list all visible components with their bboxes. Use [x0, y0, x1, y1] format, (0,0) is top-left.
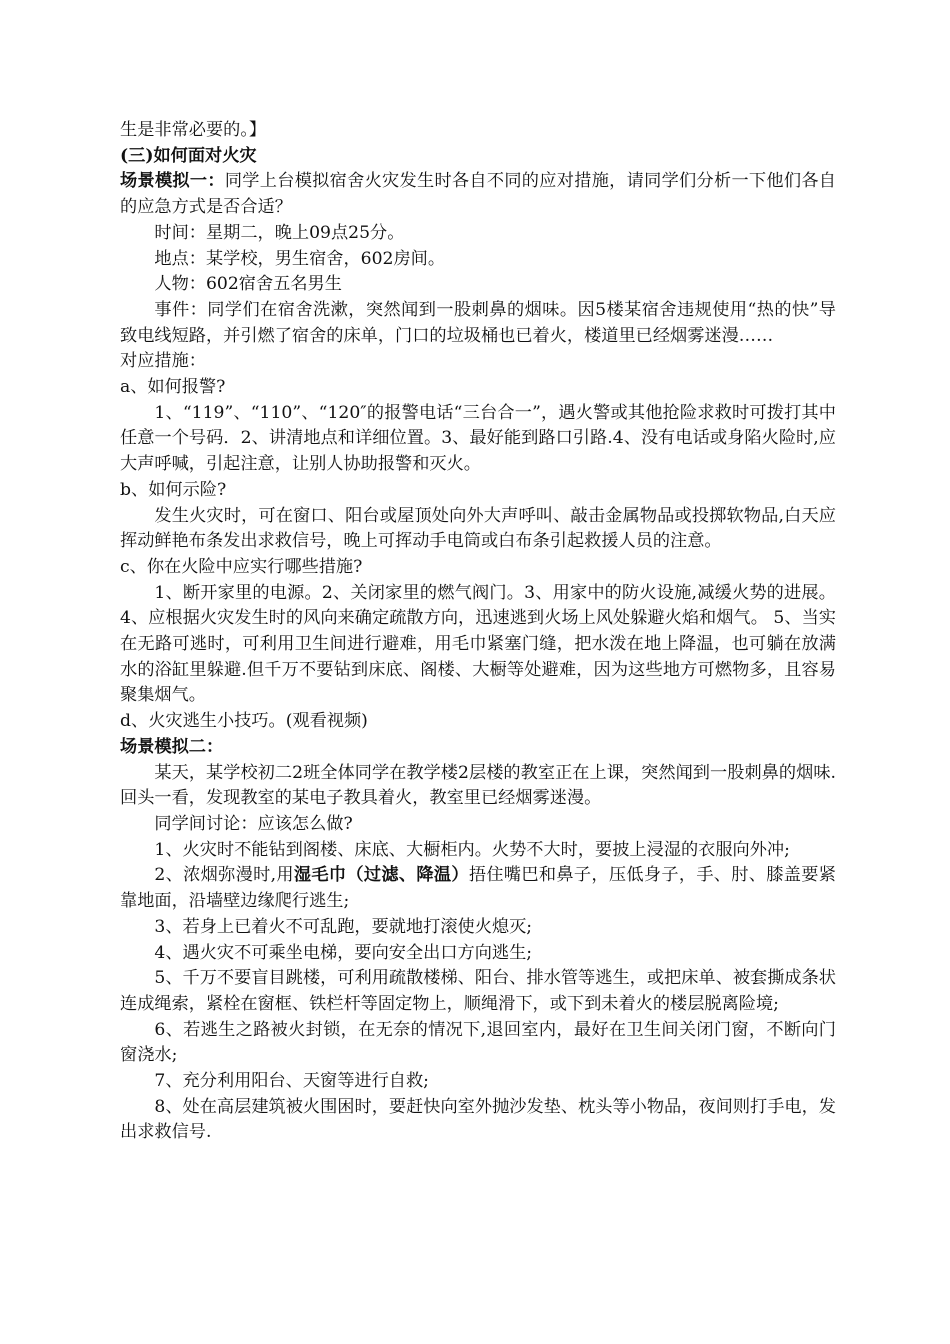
- question-a-text: 1、“119”、“110”、“120″的报警电话“三台合一”，遇火警或其他抢险求救时可拨打其中任意一个号码．2、讲清地点和详细位置。3、最好能到路口引路.4、没有电话或身陷火险时,应大声呼喊，引起注意，让别人协助报警和灭火。: [120, 402, 836, 475]
- scene2-item-1: 1、火灾时不能钻到阁楼、床底、大橱柜内。火势不大时，要披上浸湿的衣服向外冲;: [154, 839, 790, 860]
- question-c-title: c、你在火险中应实行哪些措施?: [120, 556, 363, 577]
- document-page: [120, 118, 836, 1146]
- scene1-people: 人物：602宿舍五名男生: [154, 274, 342, 295]
- scene2-item-3: 3、若身上已着火不可乱跑，要就地打滚使火熄灭;: [154, 916, 533, 937]
- section-heading: (三)如何面对火灾: [120, 145, 257, 166]
- scene2-item-2: [120, 863, 836, 914]
- scene2-item-6: 6、若逃生之路被火封锁，在无奈的情况下,退回室内，最好在卫生间关闭门窗，不断向门窗浇水;: [120, 1019, 836, 1066]
- scene1-time: 时间：星期二，晚上09点25分。: [154, 222, 405, 243]
- scene1-paragraph: [120, 169, 836, 220]
- intro-tail: 生是非常必要的。】: [120, 120, 267, 140]
- scene1-label: 场景模拟一：: [120, 171, 225, 192]
- question-b-text: 发生火灾时，可在窗口、阳台或屋顶处向外大声呼叫、敲击金属物品或投掷软物品,白天应挥动鲜艳布条发出求救信号，晚上可挥动手电筒或白布条引起救援人员的注意。: [120, 505, 836, 552]
- scene2-item-4: 4、遇火灾不可乘坐电梯，要向安全出口方向逃生;: [154, 942, 533, 963]
- question-b-title: b、如何示险?: [120, 479, 227, 500]
- scene2-text: 某天，某学校初二2班全体同学在教学楼2层楼的教室正在上课，突然闻到一股刺鼻的烟味.回头一看，发现教室的某电子教具着火，教室里已经烟雾迷漫。: [120, 762, 836, 809]
- question-d-title: d、火灾逃生小技巧。(观看视频): [120, 711, 368, 732]
- scene2-item-5: 5、千万不要盲目跳楼，可利用疏散楼梯、阳台、排水管等逃生，或把床单、被套撕成条状连成绳索，紧栓在窗框、铁栏杆等固定物上，顺绳滑下，或下到未着火的楼层脱离险境;: [120, 968, 836, 1014]
- scene1-place: 地点：某学校，男生宿舍，602房间。: [154, 248, 446, 269]
- item2-post: 捂住嘴巴和鼻子，压低身子，手、肘、膝盖要紧靠地面，沿墙壁边缘爬行逃生;: [120, 865, 836, 912]
- scene2-item-7: 7、充分利用阳台、天窗等进行自救;: [154, 1071, 429, 1092]
- measures-title: 对应措施：: [120, 351, 206, 372]
- item2-bold: 湿毛巾（过滤、降温）: [293, 865, 469, 886]
- scene2-item-8: 8、处在高层建筑被火围困时，要赶快向室外抛沙发垫、枕头等小物品，夜间则打手电，发出求救信号.: [120, 1096, 836, 1143]
- scene1-text: 同学上台模拟宿舍火灾发生时各自不同的应对措施，请同学们分析一下他们各自的应急方式是否合适？: [120, 171, 836, 218]
- scene2-discuss: 同学间讨论：应该怎么做?: [154, 813, 353, 834]
- item2-pre: 2、浓烟弥漫时,用: [154, 865, 294, 886]
- scene1-event: 事件：同学们在宿舍洗漱，突然闻到一股刺鼻的烟味。因5楼某宿舍违规使用“热的快”导致电线短路，并引燃了宿舍的床单，门口的垃圾桶也已着火，楼道里已经烟雾迷漫……: [120, 299, 836, 346]
- question-a-title: a、如何报警?: [120, 377, 226, 398]
- question-c-text: 1、断开家里的电源。2、关闭家里的燃气阀门。3、用家中的防火设施,减缓火势的进展。4、应根据火灾发生时的风向来确定疏散方向，迅速逃到火场上风处躲避火焰和烟气。 5、当实在无路可逃时，可利用卫生间进行避难，用毛巾紧塞门缝，把水泼在地上降温，也可躺在放满水的浴缸里躲避.但千万不要钻到床底、阁楼、大橱等处避难，因为这些地方可燃物多，且容易聚集烟气。: [120, 582, 836, 706]
- scene2-label: 场景模拟二：: [120, 736, 224, 757]
